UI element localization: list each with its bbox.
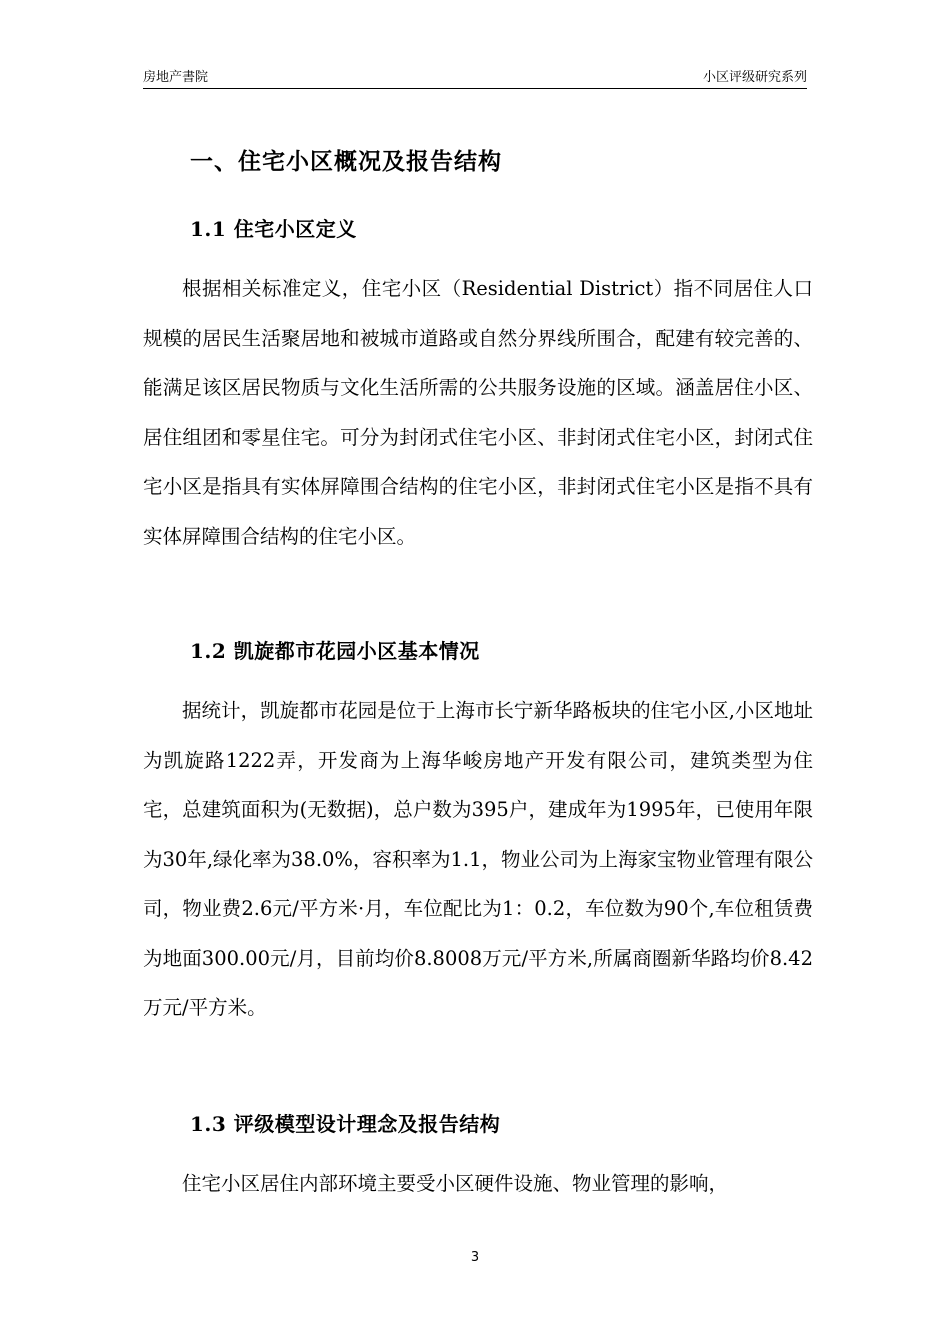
- header-divider: [143, 88, 807, 89]
- section-body-1-3: 住宅小区居住内部环境主要受小区硬件设施、物业管理的影响，: [182, 1172, 729, 1195]
- section-body-1-1: 根据相关标准定义，住宅小区（Residential District）指不同居住人口规模的居民生活聚居地和被城市道路或自然分界线所围合，配建有较完善的、能满足该区居民物质与文化生活所需的公共服务设施的区域。涵盖居住小区、居住组团和零星住宅。可分为封闭式住宅小区、非封闭式住宅小区，封闭式住宅小区是指具有实体屏障围合结构的住宅小区，非封闭式住宅小区是指不具有实体屏障围合结构的住宅小区。: [143, 277, 813, 548]
- section-heading-1-3: 1.3 评级模型设计理念及报告结构: [190, 1112, 501, 1136]
- chapter-title: 一、住宅小区概况及报告结构: [190, 148, 502, 175]
- header-right-text: 小区评级研究系列: [702, 70, 807, 85]
- section-body-1-2: 据统计，凯旋都市花园是位于上海市长宁新华路板块的住宅小区,小区地址为凯旋路1222弄，开发商为上海华峻房地产开发有限公司，建筑类型为住宅，总建筑面积为(无数据)，总户数为395户，建成年为1995年，已使用年限为30年,绿化率为38.0%，容积率为1.1，物业公司为上海家宝物业管理有限公司，物业费2.6元/平方米·月，车位配比为1：0.2，车位数为90个,车位租赁费为地面300.00元/月，目前均价8.8008万元/平方米,所属商圈新华路均价8.42万元/平方米。: [143, 699, 813, 1019]
- section-heading-1-1: 1.1 住宅小区定义: [190, 217, 357, 241]
- section-heading-1-2: 1.2 凯旋都市花园小区基本情况: [190, 639, 480, 663]
- page-number: 3: [470, 1250, 480, 1265]
- header-left-text: 房地产書院: [143, 70, 209, 85]
